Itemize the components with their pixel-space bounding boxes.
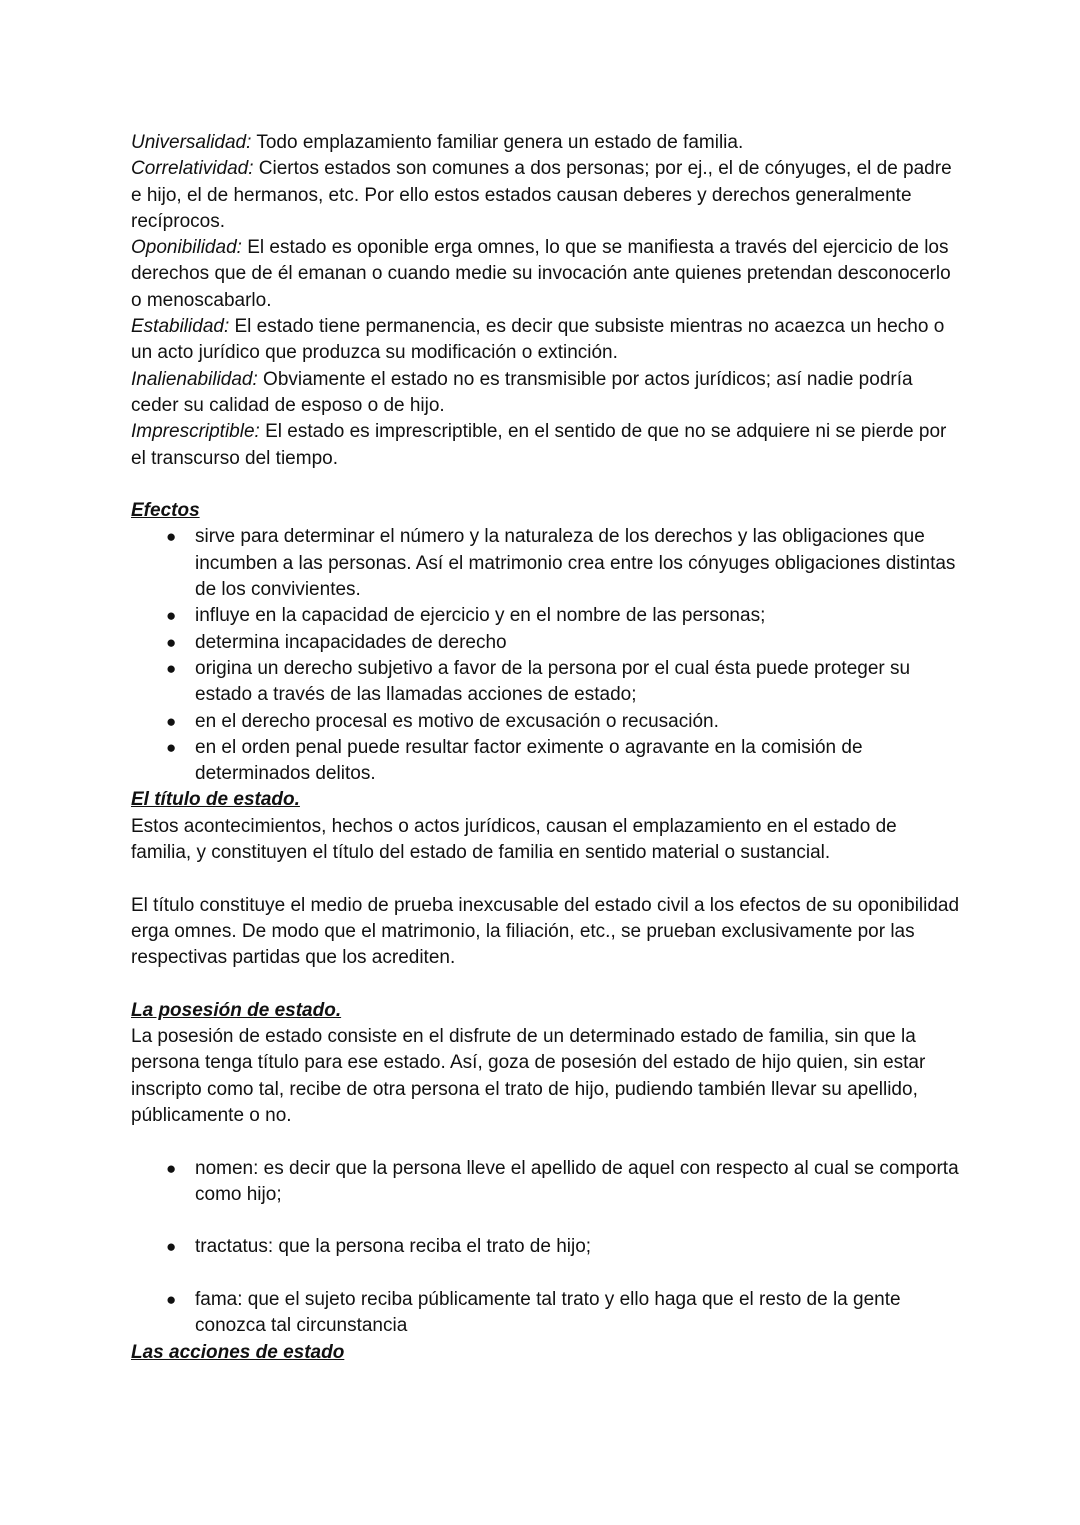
titulo-paragraph-1: Estos acontecimientos, hechos o actos jurídicos, causan el emplazamiento en el estado de familia, y constituyen el título del estado de familia en sentido material o sustancial. xyxy=(131,815,897,864)
bullet-icon: ● xyxy=(166,658,177,678)
term-text: Obviamente el estado no es transmisible por actos jurídicos; así nadie podría ceder su calidad de esposo o de hijo. xyxy=(131,368,913,416)
term-text: El estado tiene permanencia, es decir que subsiste mientras no acaezca un hecho o un acto jurídico que produzca su modificación o extinción. xyxy=(131,316,945,364)
term-label: Inalienabilidad: xyxy=(131,368,258,390)
list-item-text: en el orden penal puede resultar factor eximente o agravante en la comisión de determinados delitos. xyxy=(195,736,863,785)
spacer xyxy=(131,472,961,498)
posesion-list xyxy=(131,1156,961,1340)
characteristic-estabilidad xyxy=(131,314,961,367)
acciones-section xyxy=(131,1340,961,1366)
term-text: El estado es imprescriptible, en el sentido de que no se adquiere ni se pierde por el transcurso del tiempo. xyxy=(131,421,947,469)
list-item xyxy=(131,630,961,656)
list-item xyxy=(131,735,961,788)
list-item-text: origina un derecho subjetivo a favor de la persona por el cual ésta puede proteger su estado a través de las llamadas acciones de estado; xyxy=(195,657,911,706)
list-item xyxy=(131,524,961,603)
list-item-text: determina incapacidades de derecho xyxy=(195,631,507,653)
list-item xyxy=(131,603,961,629)
spacer xyxy=(131,1129,961,1155)
section-heading-titulo: El título de estado. xyxy=(131,789,300,811)
term-label: Estabilidad: xyxy=(131,316,230,338)
titulo-section xyxy=(131,787,961,971)
posesion-paragraph: La posesión de estado consiste en el disfrute de un determinado estado de familia, sin que la persona tenga título para ese estado. Así, goza de posesión del estado de hijo quien, sin estar inscripto como tal, recibe de otra persona el trato de hijo, pudiendo también llevar su apellido, públicamente o no. xyxy=(131,1026,926,1126)
characteristic-correlatividad xyxy=(131,156,961,235)
term-label: Imprescriptible: xyxy=(131,421,260,443)
term-text: Todo emplazamiento familiar genera un estado de familia. xyxy=(251,132,744,153)
characteristic-oponibilidad xyxy=(131,235,961,314)
spacer xyxy=(131,866,961,892)
section-heading-posesion: La posesión de estado. xyxy=(131,999,342,1021)
list-item-text: fama: que el sujeto reciba públicamente tal trato y ello haga que el resto de la gente conozca tal circunstancia xyxy=(195,1289,901,1337)
bullet-icon: ● xyxy=(166,1290,177,1310)
efectos-list xyxy=(131,524,961,787)
list-item xyxy=(131,656,961,709)
characteristic-imprescriptible xyxy=(131,419,961,472)
characteristic-inalienabilidad xyxy=(131,367,961,420)
bullet-icon: ● xyxy=(166,711,177,731)
term-label: Correlatividad: xyxy=(131,158,254,180)
bullet-icon: ● xyxy=(166,632,177,652)
list-item xyxy=(131,1287,961,1340)
term-text: Ciertos estados son comunes a dos personas; por ej., el de cónyuges, el de padre e hijo, el de hermanos, etc. Por ello estos estados causan deberes y derechos generalmente recíprocos. xyxy=(131,158,952,232)
list-item-text: en el derecho procesal es motivo de excusación o recusación. xyxy=(195,710,719,732)
list-item-text: tractatus: que la persona reciba el trato de hijo; xyxy=(195,1236,592,1258)
titulo-paragraph-2: El título constituye el medio de prueba inexcusable del estado civil a los efectos de su oponibilidad erga omnes. De modo que el matrimonio, la filiación, etc., se prueban exclusivamente por las respectivas partidas que los acrediten. xyxy=(131,894,960,969)
bullet-icon: ● xyxy=(166,1237,177,1257)
term-text: El estado es oponible erga omnes, lo que se manifiesta a través del ejercicio de los derechos que de él emanan o cuando medie su invocación ante quienes pretendan desconocerlo o menoscabarlo. xyxy=(131,237,951,311)
list-item xyxy=(131,1156,961,1209)
characteristic-universalidad xyxy=(131,130,961,156)
spacer xyxy=(131,1208,961,1234)
posesion-section xyxy=(131,998,961,1340)
term-label: Oponibilidad: xyxy=(131,237,242,259)
bullet-icon: ● xyxy=(166,737,177,757)
characteristics-section xyxy=(131,130,961,472)
spacer xyxy=(131,972,961,998)
list-item-text: influye en la capacidad de ejercicio y en el nombre de las personas; xyxy=(195,605,766,627)
document-page xyxy=(131,130,961,1366)
section-heading-efectos: Efectos xyxy=(131,500,200,522)
efectos-section xyxy=(131,498,961,787)
section-heading-acciones: Las acciones de estado xyxy=(131,1341,345,1363)
bullet-icon: ● xyxy=(166,527,177,547)
bullet-icon: ● xyxy=(166,606,177,626)
spacer xyxy=(131,1261,961,1287)
list-item xyxy=(131,709,961,735)
list-item-text: sirve para determinar el número y la naturaleza de los derechos y las obligaciones que incumben a las personas. Así el matrimonio crea entre los cónyuges obligaciones distintas de los convivientes. xyxy=(195,526,956,601)
list-item xyxy=(131,1234,961,1260)
bullet-icon: ● xyxy=(166,1158,177,1178)
list-item-text: nomen: es decir que la persona lleve el apellido de aquel con respecto al cual se comporta como hijo; xyxy=(195,1157,959,1205)
term-label: Universalidad: xyxy=(131,132,252,153)
